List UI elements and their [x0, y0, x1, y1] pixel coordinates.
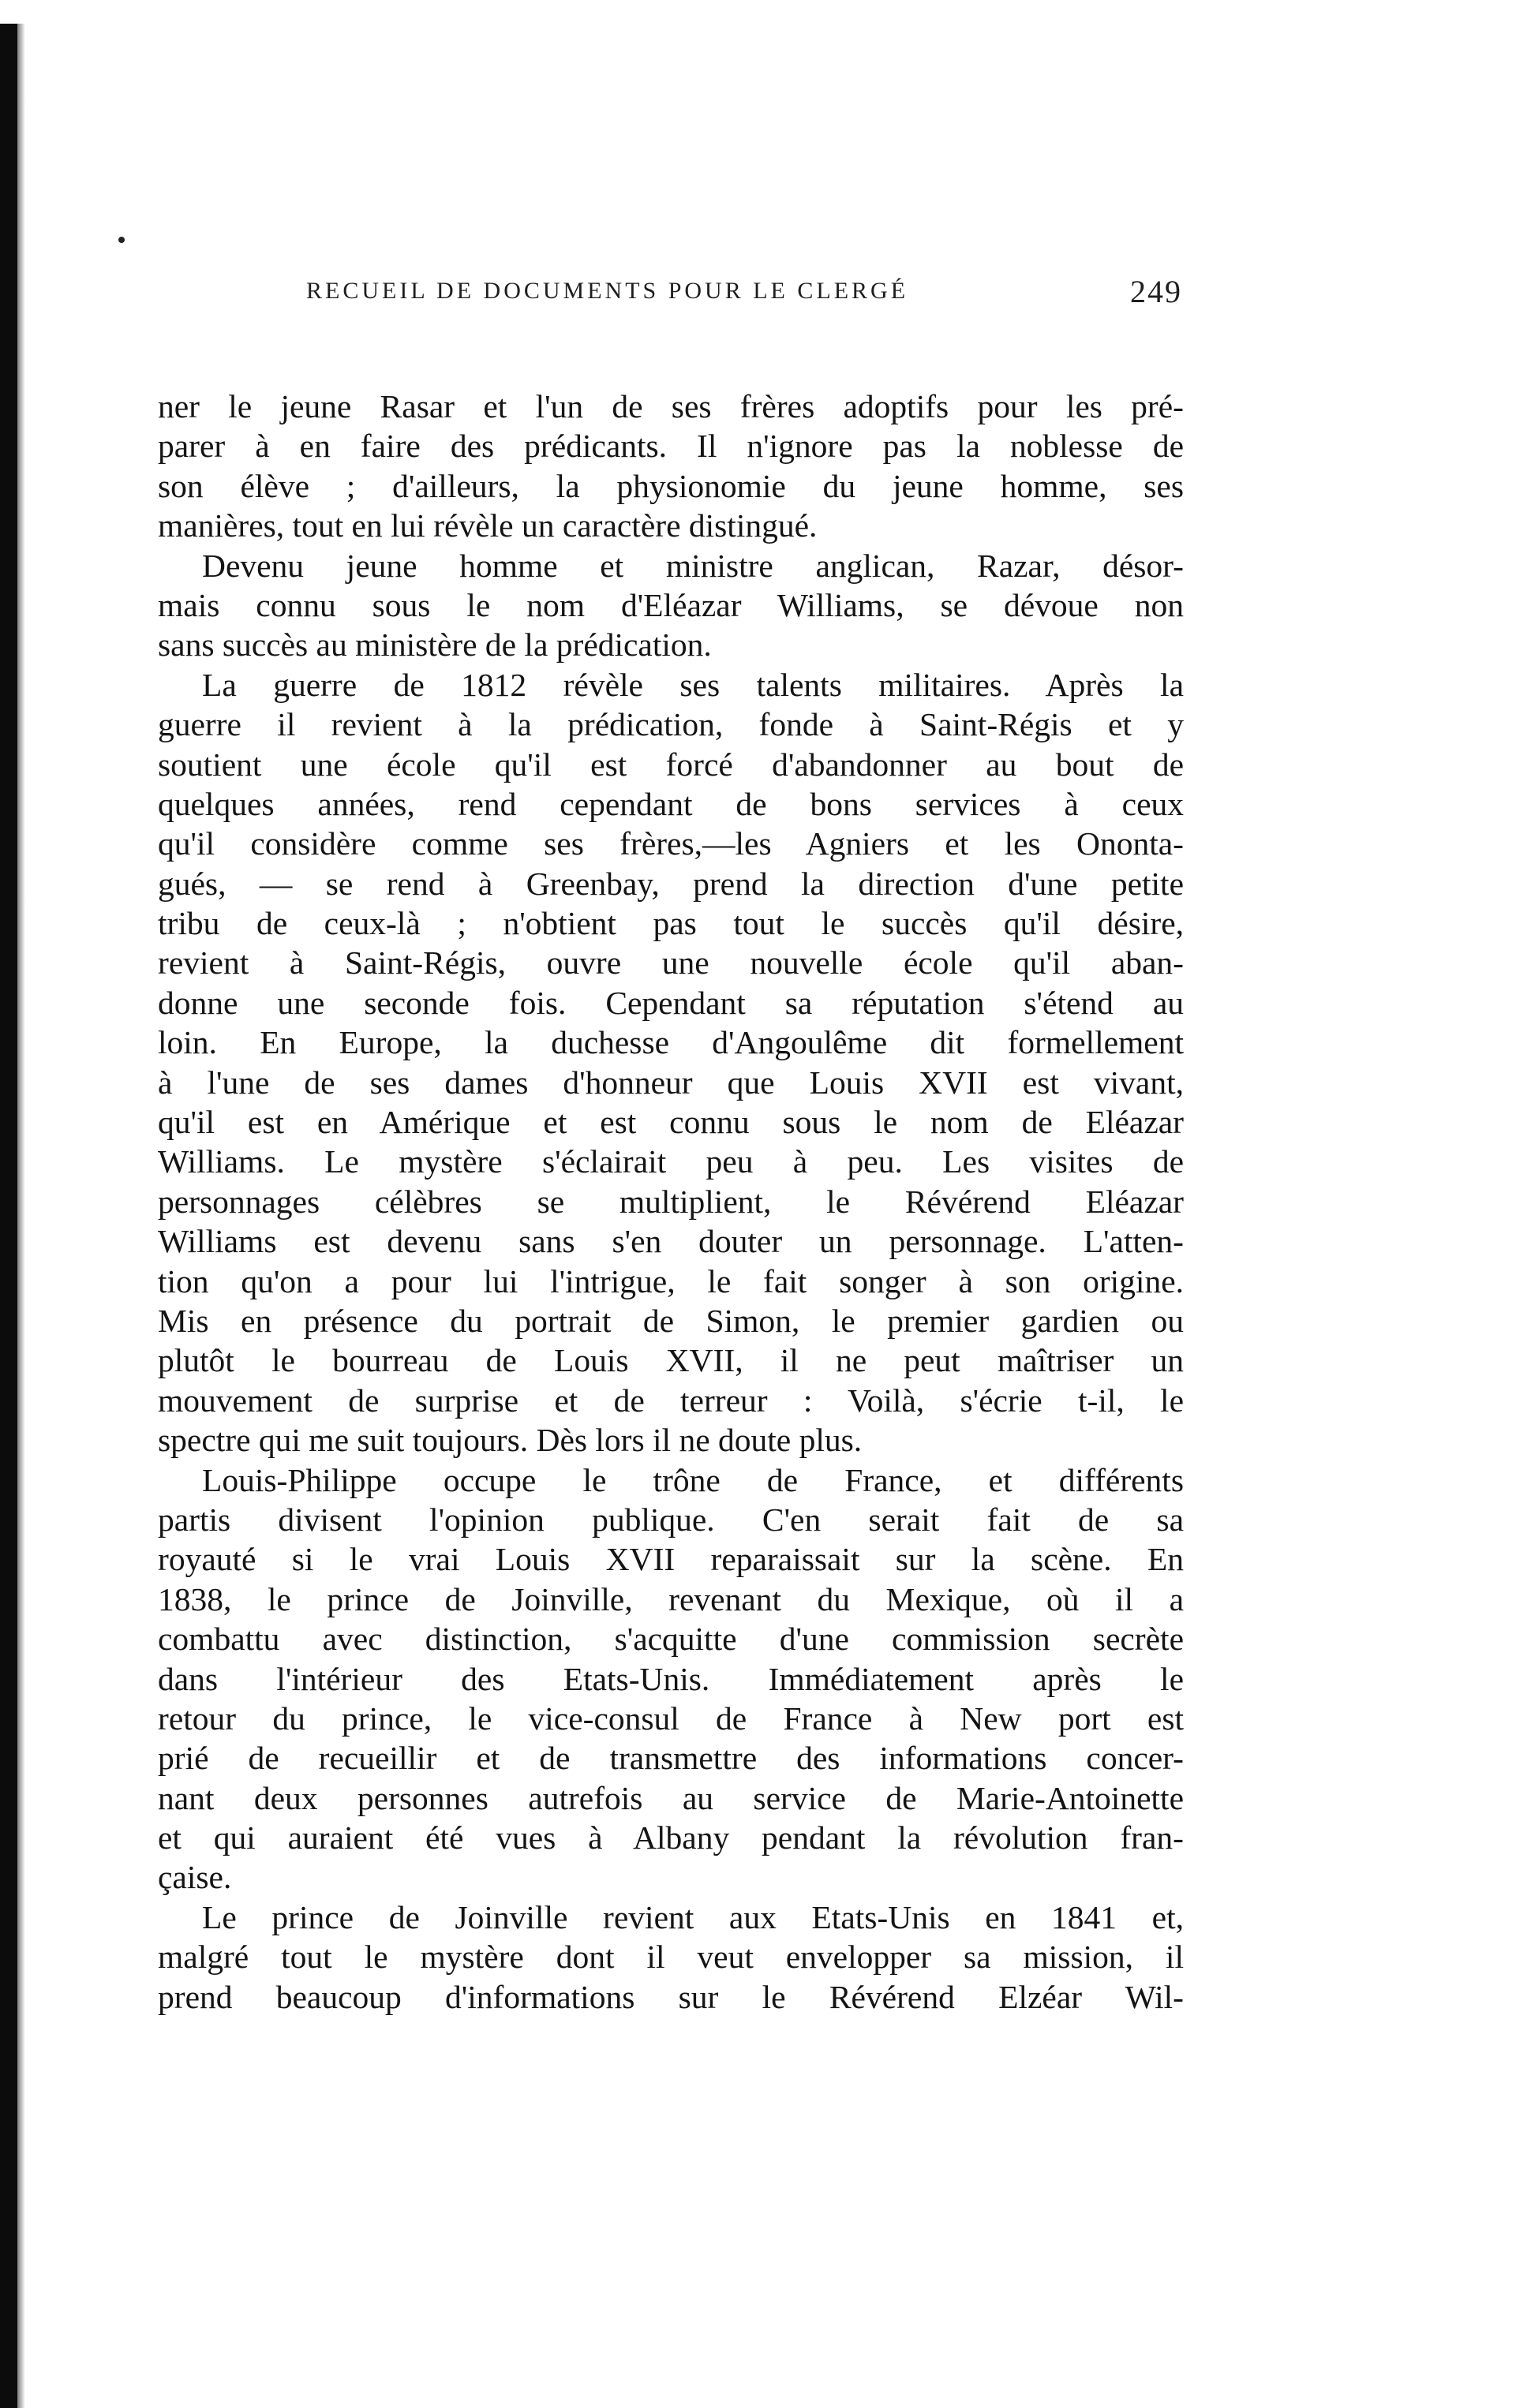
text-line: gués, — se rend à Greenbay, prend la direction d'une petite [158, 865, 1184, 902]
text-line: son élève ; d'ailleurs, la physionomie du jeune homme, ses [158, 467, 1184, 504]
text-line: combattu avec distinction, s'acquitte d'une commission secrète [158, 1621, 1184, 1658]
scan-binding-edge [0, 24, 17, 2408]
text-line: tion qu'on a pour lui l'intrigue, le fait songer à son origine. [158, 1262, 1184, 1299]
text-line: manières, tout en lui révèle un caractère distingué. [158, 507, 818, 544]
text-line: sans succès au ministère de la prédication. [158, 626, 712, 664]
text-line: prié de recueillir et de transmettre des informations concer- [158, 1740, 1184, 1777]
paragraph-start-line: Louis-Philippe occupe le trône de France, et différents [202, 1461, 1184, 1498]
text-line: ner le jeune Rasar et l'un de ses frères adoptifs pour les pré- [158, 388, 1184, 424]
text-line: spectre qui me suit toujours. Dès lors il ne doute plus. [158, 1422, 863, 1459]
text-line: dans l'intérieur des Etats-Unis. Immédiatement après le [158, 1660, 1184, 1697]
paragraph-start-line: La guerre de 1812 révèle ses talents militaires. Après la [202, 666, 1184, 703]
text-line: tribu de ceux-là ; n'obtient pas tout le succès qu'il désire, [158, 905, 1184, 942]
text-line: prend beaucoup d'informations sur le Révérend Elzéar Wil- [158, 1978, 1184, 2015]
text-line: Mis en présence du portrait de Simon, le premier gardien ou [158, 1302, 1184, 1339]
text-line: personnages célèbres se multiplient, le Révérend Eléazar [158, 1183, 1184, 1220]
text-line: guerre il revient à la prédication, fonde à Saint-Régis et y [158, 706, 1184, 743]
paragraph-start-line: Le prince de Joinville revient aux Etats-Unis en 1841 et, [202, 1898, 1184, 1935]
page-number: 249 [1130, 274, 1182, 309]
text-line: qu'il est en Amérique et est connu sous le nom de Eléazar [158, 1104, 1184, 1141]
text-line: çaise. [158, 1859, 232, 1896]
running-header [306, 274, 1182, 317]
text-line: malgré tout le mystère dont il veut envelopper sa mission, il [158, 1939, 1184, 1976]
text-line: quelques années, rend cependant de bons services à ceux [158, 785, 1184, 822]
running-title: RECUEIL DE DOCUMENTS POUR LE CLERGÉ [306, 278, 909, 304]
text-line: parer à en faire des prédicants. Il n'ignore pas la noblesse de [158, 428, 1184, 465]
body-text [158, 387, 1184, 2017]
text-line: plutôt le bourreau de Louis XVII, il ne peut maîtriser un [158, 1342, 1184, 1379]
text-line: 1838, le prince de Joinville, revenant du Mexique, où il a [158, 1580, 1184, 1617]
text-line: soutient une école qu'il est forcé d'abandonner au bout de [158, 746, 1184, 783]
text-line: revient à Saint-Régis, ouvre une nouvelle école qu'il aban- [158, 944, 1184, 982]
text-line: qu'il considère comme ses frères,—les Agniers et les Ononta- [158, 825, 1184, 862]
paragraph-start-line: Devenu jeune homme et ministre anglican, Razar, désor- [202, 547, 1184, 584]
text-line: royauté si le vrai Louis XVII reparaissait sur la scène. En [158, 1541, 1184, 1578]
text-line: donne une seconde fois. Cependant sa réputation s'étend au [158, 984, 1184, 1021]
text-line: mouvement de surprise et de terreur : Voilà, s'écrie t-il, le [158, 1382, 1184, 1419]
scan-speck [118, 237, 125, 243]
text-line: partis divisent l'opinion publique. C'en serait fait de sa [158, 1501, 1184, 1538]
text-line: Williams. Le mystère s'éclairait peu à peu. Les visites de [158, 1143, 1184, 1180]
text-line: mais connu sous le nom d'Eléazar Williams, se dévoue non [158, 586, 1184, 623]
text-line: Williams est devenu sans s'en douter un personnage. L'atten- [158, 1223, 1184, 1260]
text-line: retour du prince, le vice-consul de France à New port est [158, 1699, 1184, 1737]
text-line: à l'une de ses dames d'honneur que Louis XVII est vivant, [158, 1064, 1184, 1101]
text-line: loin. En Europe, la duchesse d'Angoulême dit formellement [158, 1024, 1184, 1061]
text-line: et qui auraient été vues à Albany pendant la révolution fran- [158, 1819, 1184, 1856]
text-line: nant deux personnes autrefois au service de Marie-Antoinette [158, 1779, 1184, 1816]
